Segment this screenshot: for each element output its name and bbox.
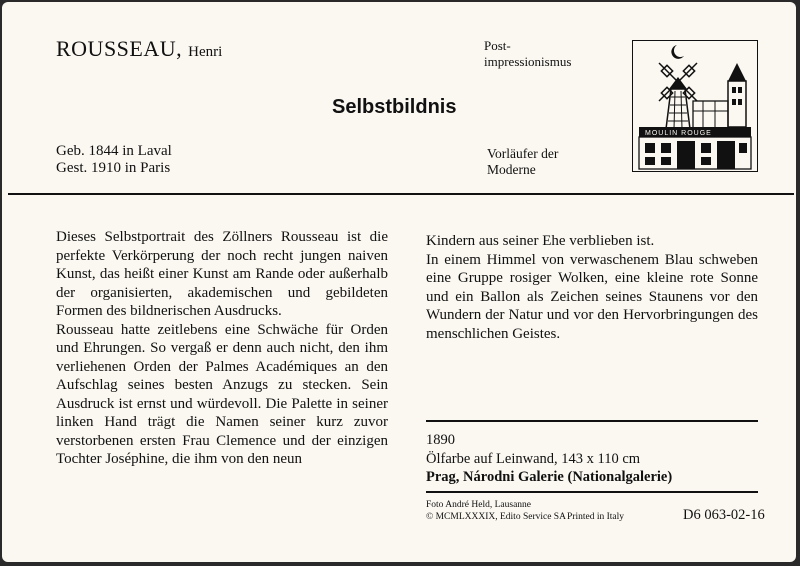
printed-in: Printed in Italy [567, 512, 624, 522]
description-paragraph: Kindern aus seiner Ehe verblieben ist. [426, 233, 655, 249]
artwork-title: Selbstbildnis [332, 96, 457, 118]
postcard-back [2, 2, 796, 562]
artist-name: ROUSSEAU, Henri [56, 36, 223, 61]
svg-text:MOULIN ROUGE: MOULIN ROUGE [645, 130, 712, 137]
description-right-column [426, 232, 758, 343]
info-divider-bottom [426, 491, 758, 493]
description-paragraph: In einem Himmel von verwaschenem Blau schweben eine Gruppe rosiger Wolken, eine kleine rote Sonne und ein Ballon als Zeichen seines Staunens vor den Wundern der Natur und vor den Hervorbringungen des menschlichen Geistes. [426, 251, 758, 342]
description-paragraph: Dieses Selbstportrait des Zöllners Rousseau ist die perfekte Verkörperung der noch recht jungen naiven Kunst, das heißt einer Kunst am Rande oder außerhalb der organisierten, akademischen und gebildeten Formen des bildnerischen Ausdrucks. [56, 229, 388, 319]
museum-location: Prag, Národni Galerie (Nationalgalerie) [426, 469, 673, 485]
description-paragraph: Rousseau hatte zeitlebens eine Schwäche für Orden und Ehrungen. So vergaß er denn auch nicht, den ihm verliehenen Orden der Palmes Académiques an den Aufschlag seines besten Anzugs zu stecken. Sein Ausdruck ist ernst und würdevoll. Die Palette in seiner linken Hand trägt die Namen seiner kurz zuvor verstorbenen ersten Frau Clemence und der einzigen Tochter Joséphine, die ihm von den neun [56, 321, 388, 467]
header-divider [8, 193, 794, 195]
artwork-year: 1890 [426, 432, 455, 448]
birth-info: Geb. 1844 in Laval [56, 143, 172, 159]
moulin-rouge-logo-icon [632, 40, 758, 172]
art-movement: Post- impressionismus [484, 38, 572, 69]
card-code: D6 063-02-16 [683, 507, 765, 523]
art-classification: Vorläufer der Moderne [487, 146, 559, 177]
death-info: Gest. 1910 in Paris [56, 160, 171, 176]
photo-credit: Foto André Held, Lausanne [426, 500, 532, 510]
artwork-medium: Ölfarbe auf Leinwand, 143 x 110 cm [426, 451, 641, 467]
copyright-notice: © MCMLXXXIX, Edito Service SA [426, 512, 566, 522]
info-divider-top [426, 420, 758, 422]
artist-lifedates [56, 143, 172, 177]
description-left-column [56, 228, 388, 469]
